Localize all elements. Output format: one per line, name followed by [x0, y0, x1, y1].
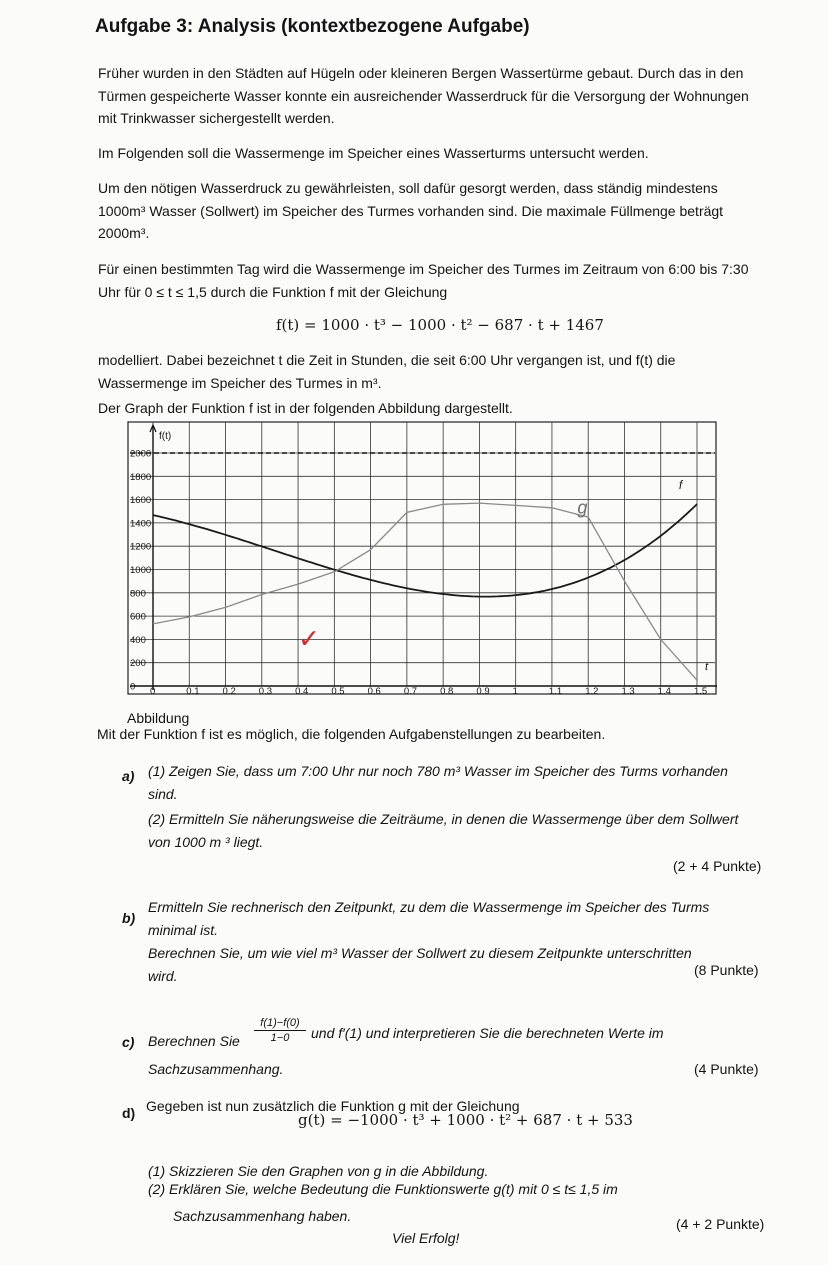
fraction-numerator: f(1)−f(0) [254, 1017, 306, 1031]
x-tick-label: 0.1 [186, 686, 200, 697]
task-c-label: c) [122, 1034, 135, 1050]
task-d-points: (4 + 2 Punkte) [676, 1216, 765, 1232]
x-tick-label: 0.7 [403, 686, 418, 697]
intro-paragraph-4: Für einen bestimmten Tag wird die Wassermenge im Speicher des Turmes im Zeitraum von 6:00 bis 7:30 Uhr für 0 ≤ t ≤ 1,5 durch die Funktion f mit der Gleichung [98, 261, 749, 300]
task-d2: (2) Erklären Sie, welche Bedeutung die Funktionswerte g(t) mit 0 ≤ t≤ 1,5 im [148, 1181, 618, 1197]
task-b2: Berechnen Sie, um wie viel m³ Wasser der Sollwert zu diesem Zeitpunkte unterschritten wird. [148, 945, 692, 984]
y-tick-label: 200 [130, 658, 146, 670]
x-tick-label: 0.4 [295, 686, 309, 697]
task-a2: (2) Ermitteln Sie näherungsweise die Zeiträume, in denen die Wassermenge über dem Sollwert von 1000 m ³ liegt. [148, 811, 739, 850]
x-tick-label: 1.5 [694, 686, 708, 697]
page-title: Aufgabe 3: Analysis (kontextbezogene Aufgabe) [95, 16, 530, 37]
task-a-points: (2 + 4 Punkte) [673, 858, 762, 874]
figure-caption: Abbildung [127, 710, 190, 726]
task-d2-continued: Sachzusammenhang haben. [173, 1208, 352, 1224]
fraction-denominator: 1−0 [270, 1032, 290, 1044]
task-d1: (1) Skizzieren Sie den Graphen von g in die Abbildung. [148, 1163, 489, 1179]
after-formula-paragraph: modelliert. Dabei bezeichnet t die Zeit in Stunden, die seit 6:00 Uhr vergangen ist, und f(t) die Wassermenge im Speicher des Turmes in m³. [98, 352, 676, 391]
function-graph [118, 418, 718, 702]
y-tick-label: 0 [130, 681, 136, 693]
y-tick-label: 2000 [130, 448, 152, 460]
chart-lines [130, 453, 715, 680]
closing-text: Viel Erfolg! [392, 1230, 460, 1246]
x-tick-label: 0.6 [367, 686, 381, 697]
x-tick-label: 0 [150, 686, 156, 697]
chart-ticks [130, 449, 707, 698]
formula-f: f(t) = 1000 · t³ − 1000 · t² − 687 · t + 1467 [276, 316, 604, 334]
y-tick-label: 1200 [130, 541, 152, 553]
x-tick-label: 0.2 [222, 686, 236, 697]
task-b-label: b) [122, 910, 136, 926]
task-c-fraction [254, 1017, 306, 1044]
x-tick-label: 0.5 [331, 686, 345, 697]
formula-g: g(t) = −1000 · t³ + 1000 · t² + 687 · t + 533 [298, 1111, 633, 1129]
intro-paragraph-3: Um den nötigen Wasserdruck zu gewährleisten, soll dafür gesorgt werden, dass ständig mindestens 1000m³ Wasser (Sollwert) im Speicher des Turmes vorhanden sind. Die maximale Füllmenge beträgt 2000m³. [98, 180, 724, 241]
x-tick-label: 1.4 [657, 686, 671, 697]
task-b1: Ermitteln Sie rechnerisch den Zeitpunkt, zu dem die Wassermenge im Speicher des Turms minimal ist. [148, 899, 710, 938]
x-tick-label: 0.9 [476, 686, 490, 697]
intro-paragraph-1: Früher wurden in den Städten auf Hügeln oder kleineren Bergen Wassertürme gebaut. Durch das in den Türmen gespeicherte Wasser konnte ein ausreichender Wasserdruck für die Versorgung der Wohnungen mit Trinkwasser sichergestellt werden. [98, 65, 749, 126]
y-tick-label: 1600 [130, 495, 152, 507]
g-curve-label: g [577, 497, 588, 518]
x-tick-label: 1.3 [621, 686, 635, 697]
y-tick-label: 400 [130, 634, 146, 646]
y-tick-label: 1400 [130, 518, 152, 530]
x-tick-label: 0.3 [258, 686, 273, 697]
task-c-pre: Berechnen Sie [148, 1033, 240, 1049]
task-a-label: a) [122, 768, 135, 784]
task-b-points: (8 Punkte) [694, 962, 759, 978]
figure-intro: Der Graph der Funktion f ist in der folgenden Abbildung dargestellt. [98, 400, 513, 416]
x-axis-label: t [705, 661, 709, 673]
y-tick-label: 1000 [130, 565, 152, 576]
task-c-line2: Sachzusammenhang. [148, 1061, 284, 1077]
task-d-intro: Gegeben ist nun zusätzlich die Funktion g mit der Gleichung [146, 1098, 520, 1114]
task-c-points: (4 Punkte) [694, 1061, 759, 1077]
task-a1: (1) Zeigen Sie, dass um 7:00 Uhr nur noch 780 m³ Wasser im Speicher des Turms vorhanden sind. [148, 763, 728, 802]
y-tick-label: 600 [130, 611, 146, 623]
x-tick-label: 1.2 [585, 686, 599, 697]
x-tick-label: 0.8 [440, 686, 454, 697]
intro-paragraph-2: Im Folgenden soll die Wassermenge im Speicher eines Wasserturms untersucht werden. [98, 145, 649, 161]
task-c-post: und f′(1) und interpretieren Sie die berechneten Werte im [311, 1025, 664, 1041]
y-tick-label: 800 [130, 588, 146, 600]
f-curve-label: f [678, 478, 683, 493]
f-curve [153, 504, 697, 596]
after-figure-text: Mit der Funktion f ist es möglich, die folgenden Aufgabenstellungen zu bearbeiten. [97, 726, 606, 742]
task-d-label: d) [122, 1105, 136, 1121]
x-tick-label: 1.1 [548, 686, 563, 697]
check-mark: ✓ [298, 623, 320, 654]
y-tick-label: 1800 [130, 471, 152, 483]
x-tick-label: 1 [512, 686, 518, 697]
y-axis-label: f(t) [159, 431, 172, 442]
